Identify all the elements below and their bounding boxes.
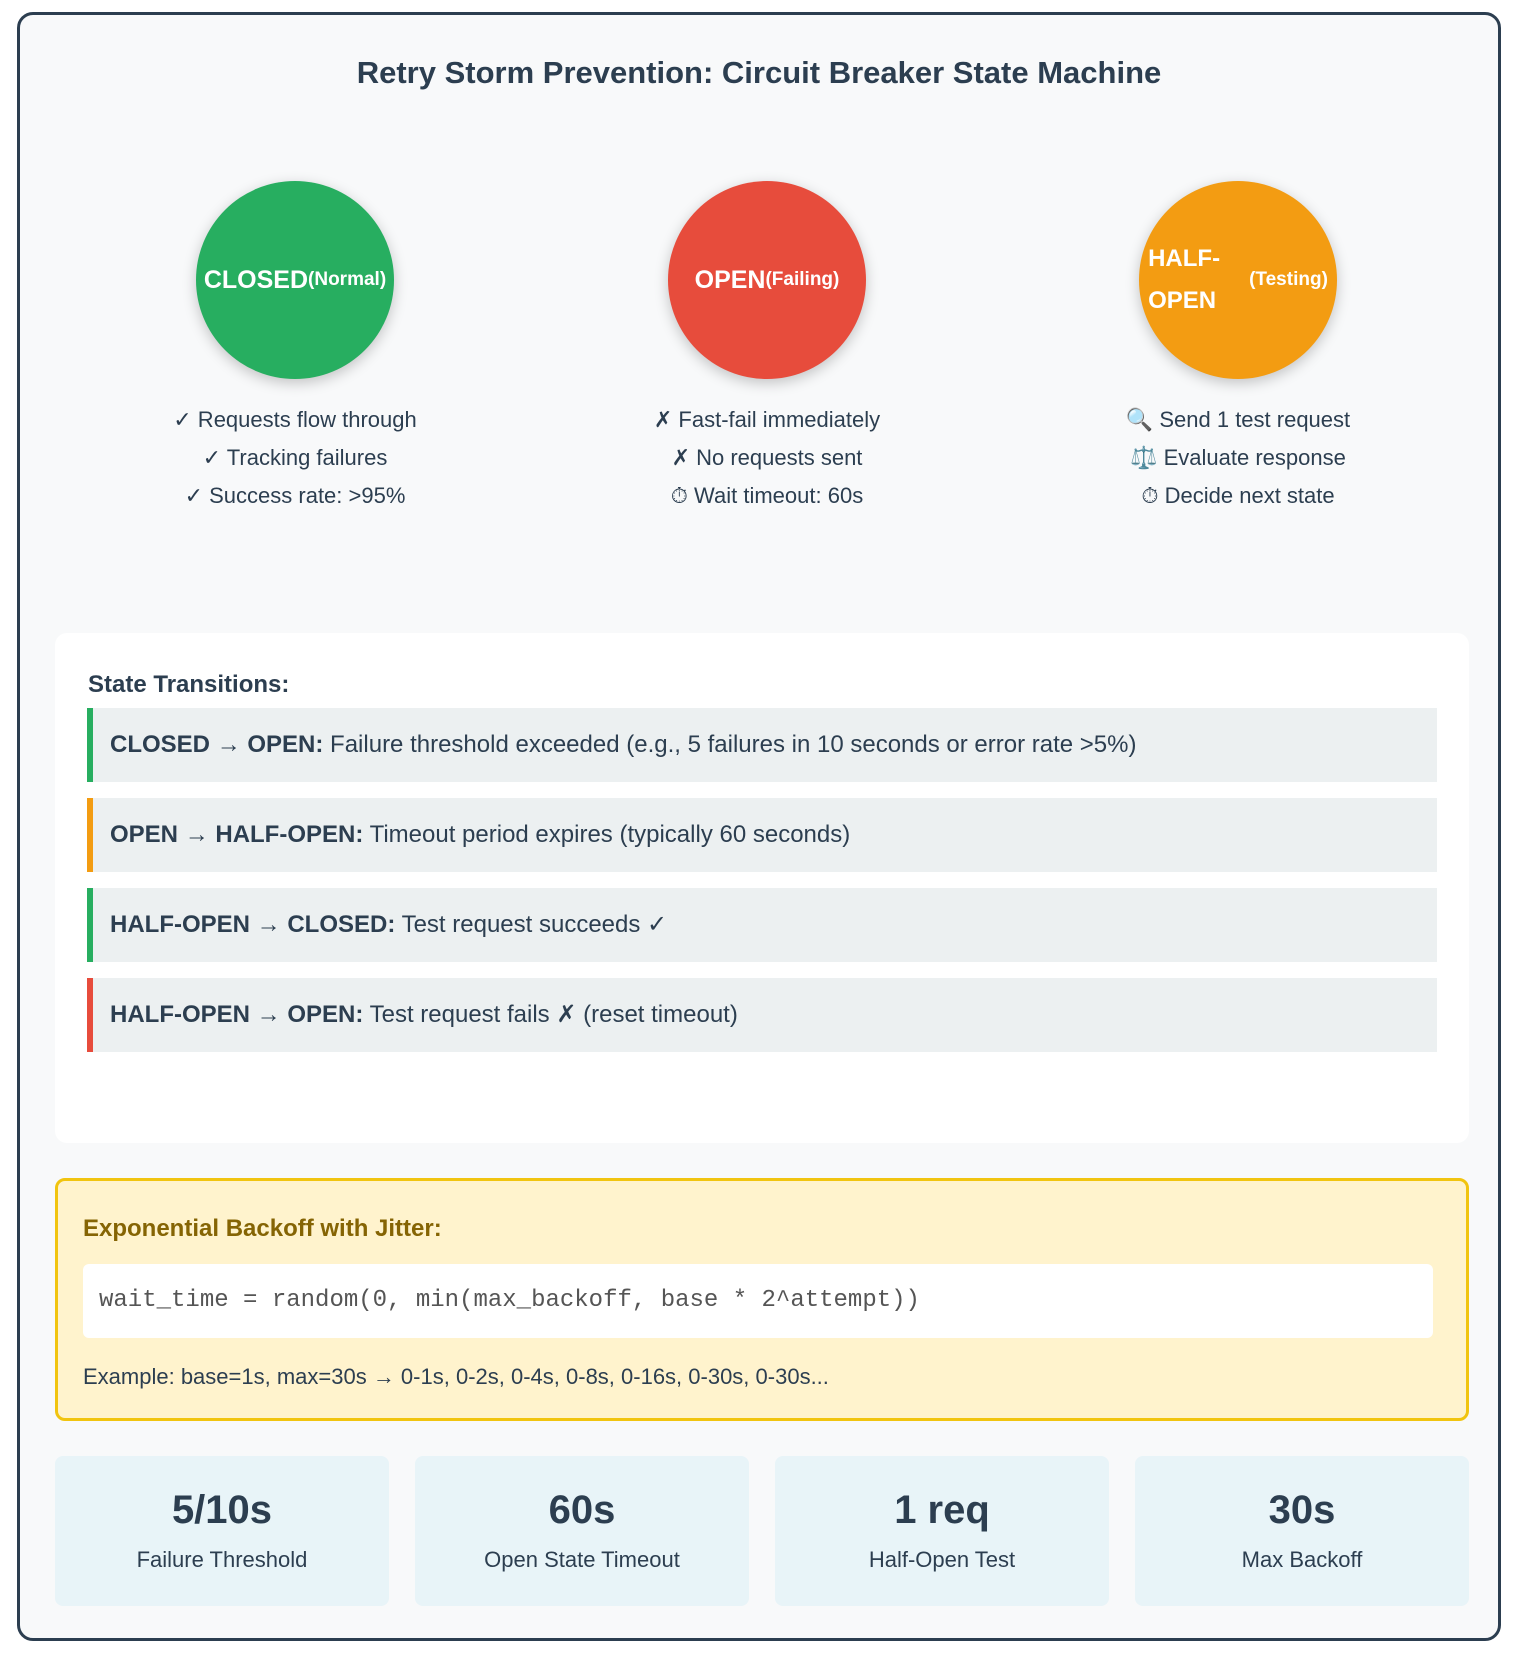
state-closed-line: ✓ Success rate: >95%: [184, 483, 406, 508]
transition-arrow: →: [184, 821, 209, 848]
transition-to: CLOSED:: [287, 911, 396, 938]
metric-value: 5/10s: [171, 1488, 273, 1532]
transition-from: HALF-OPEN: [110, 1001, 250, 1028]
metric-card-max-backoff: [1135, 1456, 1469, 1606]
metric-label: Open State Timeout: [484, 1547, 680, 1572]
state-open-circle: [668, 181, 866, 379]
state-open: [557, 181, 977, 515]
transitions-panel: [55, 633, 1469, 1143]
transition-from: OPEN: [110, 821, 179, 848]
state-half-open-name: HALF-OPEN: [1148, 245, 1221, 314]
state-open-name: OPEN: [694, 265, 766, 294]
transitions-heading: State Transitions:: [88, 671, 290, 698]
state-half-open-line: ⚖️ Evaluate response: [1130, 445, 1346, 470]
metric-value: 1 req: [894, 1488, 990, 1532]
transition-row: [87, 888, 1437, 962]
transition-to: OPEN:: [287, 1001, 364, 1028]
metric-card-open-timeout: [415, 1456, 749, 1606]
transition-from: CLOSED: [110, 731, 211, 758]
metric-card-failure-threshold: [55, 1456, 389, 1606]
transition-text: Failure threshold exceeded (e.g., 5 failures in 10 seconds or error rate >5%): [330, 731, 1137, 758]
transition-row: [87, 978, 1437, 1052]
transition-from: HALF-OPEN: [110, 911, 250, 938]
state-open-line: ✗ No requests sent: [671, 445, 863, 470]
backoff-formula: wait_time = random(0, min(max_backoff, base * 2^attempt)): [83, 1264, 1433, 1338]
state-closed-name: CLOSED: [203, 265, 309, 294]
metric-card-half-open-test: [775, 1456, 1109, 1606]
page-title: Retry Storm Prevention: Circuit Breaker State Machine: [356, 55, 1162, 90]
transition-text: Test request succeeds ✓: [401, 911, 668, 938]
state-closed-circle: [196, 181, 394, 379]
metric-value: 60s: [548, 1488, 616, 1532]
state-closed-sub: (Normal): [308, 269, 387, 290]
transition-to: HALF-OPEN:: [215, 821, 364, 848]
state-closed-line: ✓ Requests flow through: [173, 407, 417, 432]
diagram-frame: [17, 12, 1501, 1641]
transition-arrow: →: [256, 911, 281, 938]
metric-label: Half-Open Test: [868, 1547, 1016, 1572]
metric-label: Failure Threshold: [136, 1547, 308, 1572]
transition-row: [87, 708, 1437, 782]
state-open-line: ✗ Fast-fail immediately: [653, 407, 881, 432]
transition-row: [87, 798, 1437, 872]
backoff-example: Example: base=1s, max=30s → 0-1s, 0-2s, 0-4s, 0-8s, 0-16s, 0-30s, 0-30s...: [83, 1364, 829, 1389]
metric-label: Max Backoff: [1241, 1547, 1363, 1572]
state-half-open: [1028, 181, 1448, 515]
state-closed-description: [170, 401, 420, 515]
state-half-open-description: [1028, 401, 1448, 515]
transition-to: OPEN:: [247, 731, 324, 758]
state-half-open-sub: (Testing): [1249, 269, 1328, 290]
transition-arrow: →: [216, 731, 241, 758]
transition-text: Timeout period expires (typically 60 seconds): [369, 821, 851, 848]
state-open-description: [557, 401, 977, 515]
transition-arrow: →: [256, 1001, 281, 1028]
state-closed: [85, 181, 505, 515]
backoff-heading: Exponential Backoff with Jitter:: [83, 1215, 442, 1242]
backoff-panel: [55, 1178, 1469, 1421]
state-half-open-line: 🔍 Send 1 test request: [1125, 407, 1351, 432]
state-half-open-line: ⏱ Decide next state: [1141, 483, 1335, 508]
metric-value: 30s: [1268, 1488, 1336, 1532]
state-closed-line: ✓ Tracking failures: [202, 445, 388, 470]
state-open-line: ⏱ Wait timeout: 60s: [670, 483, 864, 508]
state-half-open-circle: [1139, 181, 1337, 379]
state-open-sub: (Failing): [765, 269, 840, 290]
transition-text: Test request fails ✗ (reset timeout): [369, 1001, 738, 1028]
